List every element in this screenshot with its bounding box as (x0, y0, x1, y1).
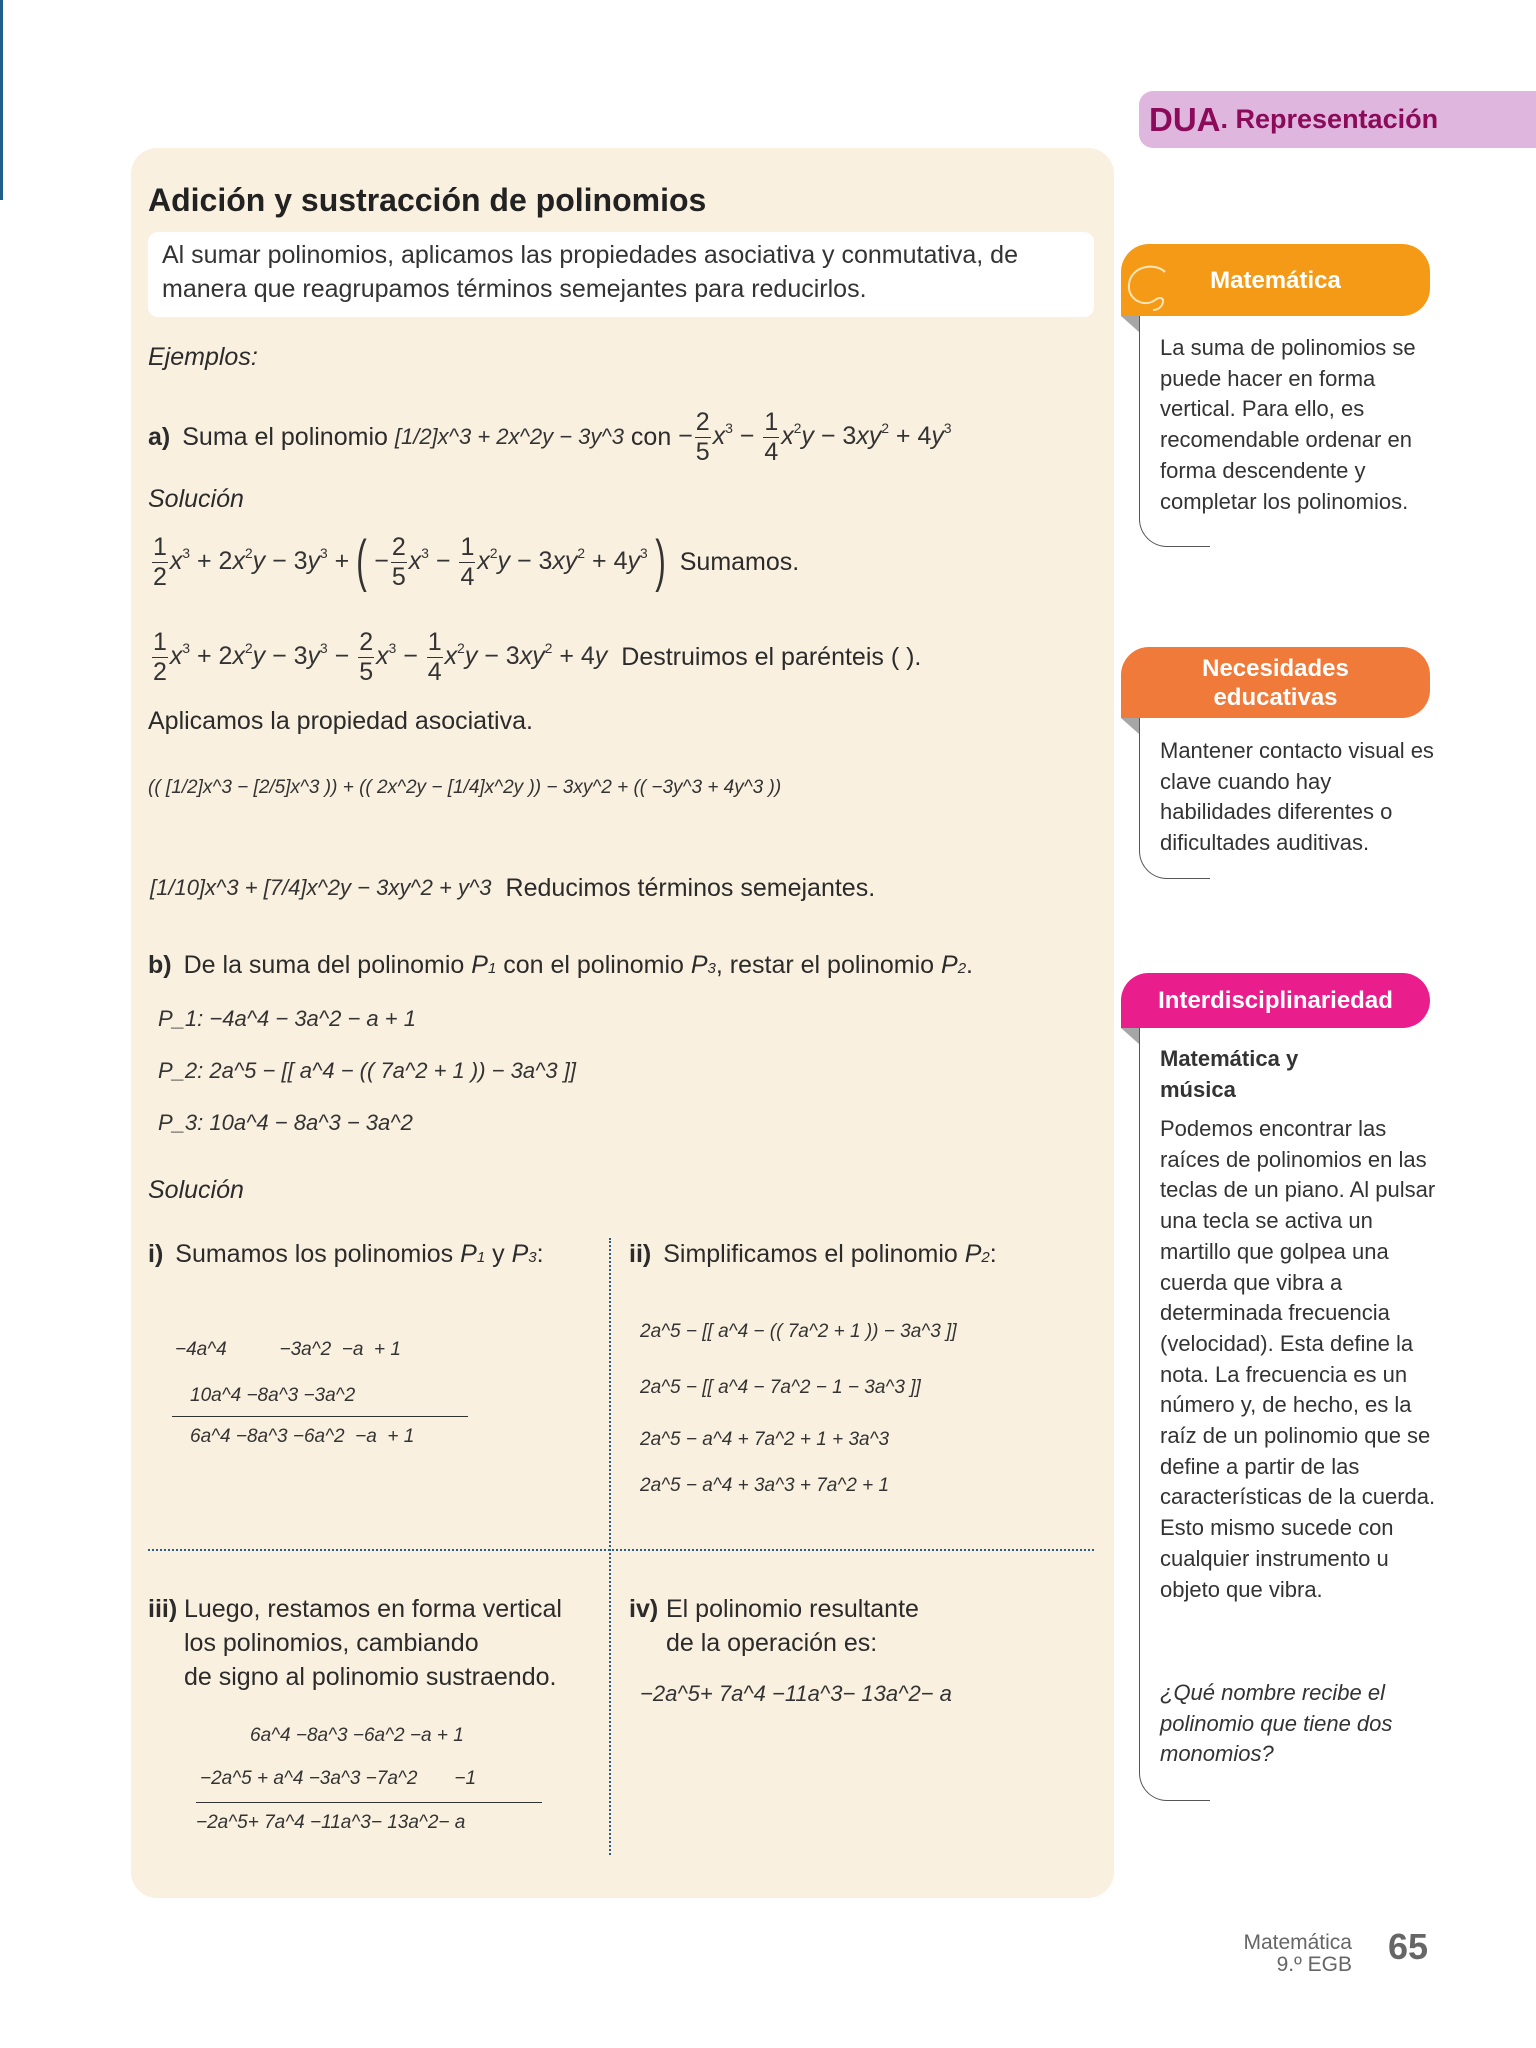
footer-grade: 9.º EGB (1276, 1953, 1352, 1976)
final-result (640, 1664, 952, 1724)
page-title: Adición y sustracción de polinomios (148, 181, 707, 218)
polynomial-name: P2 (964, 1239, 990, 1268)
necesidades-note: Mantener contacto visual es clave cuando hay habilidades diferentes o dificultades auditivas. (1160, 738, 1434, 856)
simplify-row-math: 2a^5 − a^4 + 7a^2 + 1 + 3a^3 (640, 1429, 890, 1450)
polynomial-p2 (158, 1041, 576, 1101)
interdisciplinary-text: Podemos encontrar las raíces de polinomios en las teclas de un piano. Al pulsar una tecla se activa un martillo que golpea una cuerda que vibra a determinada frecuencia (velocidad). Esta define la nota. La frecuencia es un número y, de hecho, es la raíz de un polinomio que se define a partir de las características de la cuerda. Esto mismo sucede con cualquier instrumento u objeto que vibra. (1160, 1116, 1436, 1602)
polynomial-p3 (158, 1093, 413, 1153)
solution-label-b: Solución (148, 1175, 244, 1204)
simplify-row-math: 2a^5 − [[ a^4 − 7a^2 − 1 − 3a^3 ]] (640, 1377, 921, 1398)
step-iii-text-line: los polinomios, cambiando (184, 1628, 479, 1657)
step-iv-label: iv) (629, 1594, 659, 1623)
dua-label: DUA (1149, 100, 1221, 138)
page-number: 65 (1388, 1926, 1429, 1967)
sum-result (190, 1407, 414, 1467)
interdisciplinary-question: ¿Qué nombre recibe el polinomio que tiene dos monomios? (1160, 1680, 1393, 1767)
step-associative (148, 758, 781, 818)
footer-subject (1200, 1932, 1352, 1976)
step-math: (( [1/2]x^3 − [2/5]x^3 )) + (( 2x^2y − [1/4]x^2y )) − 3xy^2 + (( −3y^3 + 4y^3 )) (148, 777, 782, 798)
step-math: $\frac{1}{2}$ $x^3 + 2x^2y - 3y^3$ − $\frac{2}{5}$ $x^3$ − $\frac{1}{4}$ $x^2y - 3xy^2 + 4y$ (153, 627, 608, 686)
tab-matematica (1121, 244, 1430, 316)
step-remove-parens (150, 627, 921, 687)
simplify-row-math: 2a^5 − [[ a^4 − (( 7a^2 + 1 )) − 3a^3 ]] (640, 1321, 957, 1342)
polynomial-name: P3 (690, 950, 716, 979)
step-iii-label: iii) (148, 1594, 178, 1623)
subtract-result-math: −2a^5+ 7a^4 −11a^3− 13a^2− a (196, 1812, 466, 1833)
p3-math: P_3: 10a^4 − 8a^3 − 3a^2 (158, 1110, 413, 1135)
tab-necesidades (1121, 647, 1430, 718)
tab-title: Necesidades educativas (1202, 654, 1349, 711)
step-associative-text: Aplicamos la propiedad asociativa. (148, 706, 533, 735)
example-b-text (184, 951, 973, 980)
step-note: Reducimos términos semejantes. (505, 873, 876, 902)
solution-label-a: Solución (148, 484, 244, 513)
connector-text: con (623, 422, 679, 451)
final-result-math: −2a^5+ 7a^4 −11a^3− 13a^2− a (640, 1681, 952, 1706)
polynomial-name: P1 (471, 950, 497, 979)
interdisciplinary-subtitle: Matemática y música (1160, 1046, 1299, 1102)
example-b-label: b) (148, 950, 172, 979)
subtract-result (196, 1793, 465, 1853)
text-segment: : (989, 1239, 997, 1268)
step-note: Sumamos. (679, 547, 800, 576)
simplify-row (640, 1456, 889, 1516)
step-iii-text-line: Luego, restamos en forma vertical (184, 1594, 562, 1623)
dua-subtitle: . Representación (1220, 104, 1439, 134)
step-ii-heading (629, 1224, 997, 1284)
sum-row-math: −4a^4 −3a^2 −a + 1 (175, 1339, 401, 1360)
step-math: $\frac{1}{2}$ $x^3 + 2x^2y - 3y^3$ + ( − $\frac{2}{5}$ $x^3$ − $\frac{1}{4}$ $x^2y - 3xy^2 + 4y^3$ ) (153, 529, 666, 594)
example-a-label: a) (148, 422, 171, 451)
example-a-statement (148, 407, 952, 467)
polynomial-name: P3 (511, 1239, 537, 1268)
step-i-label: i) (148, 1239, 164, 1268)
examples-label: Ejemplos: (148, 342, 258, 371)
step-reduce (150, 858, 875, 918)
polynomial-p1 (158, 989, 416, 1049)
tab-title: Matemática (1210, 266, 1341, 294)
polynomial-2: − $\frac{2}{5}$ $x^3$ − $\frac{1}{4}$ $x^2y - 3xy^2 + 4y^3$ (678, 407, 952, 466)
subtract-row-math: 6a^4 −8a^3 −6a^2 −a + 1 (250, 1725, 464, 1746)
text-segment: Simplificamos el polinomio (663, 1239, 965, 1268)
tab-interdisciplinariedad (1121, 973, 1430, 1028)
polynomial-name: P2 (941, 950, 967, 979)
step-math: [1/10]x^3 + [7/4]x^2y − 3xy^2 + y^3 (150, 875, 492, 900)
p1-math: P_1: −4a^4 − 3a^2 − a + 1 (158, 1006, 416, 1031)
simplify-row (640, 1302, 957, 1362)
example-b-statement (148, 935, 973, 995)
step-iii-text-line: de signo al polinomio sustraendo. (184, 1662, 557, 1691)
sum-row-math: 10a^4 −8a^3 −3a^2 (190, 1385, 356, 1406)
text-segment: Sumamos los polinomios (175, 1239, 461, 1268)
polynomial-name: P1 (460, 1239, 486, 1268)
step-ii-text (663, 1240, 997, 1269)
simplify-row (640, 1358, 921, 1418)
matematica-note: La suma de polinomios se puede hacer en forma vertical. Para ello, es recomendable ordenar en forma descendente y completar los polinomios. (1160, 335, 1416, 514)
text-segment: De la suma del polinomio (183, 950, 472, 979)
example-a-text: Suma el polinomio (182, 422, 395, 451)
tab-title: Interdisciplinariedad (1158, 987, 1393, 1014)
page-edge-marker (0, 0, 3, 200)
polynomial-1: [1/2]x^3 + 2x^2y − 3y^3 (394, 424, 624, 449)
step-ii-label: ii) (629, 1239, 652, 1268)
step-sum (150, 529, 800, 594)
text-segment: con el polinomio (496, 950, 691, 979)
step-iv-text-line: El polinomio resultante (666, 1594, 919, 1623)
row-divider (148, 1549, 1094, 1551)
subtract-row-math: −2a^5 + a^4 −3a^3 −7a^2 −1 (200, 1768, 477, 1789)
intro-box: Al sumar polinomios, aplicamos las propiedades asociativa y conmutativa, de manera que reagrupamos términos semejantes para reducirlos. (148, 232, 1094, 317)
p2-math: P_2: 2a^5 − [[ a^4 − (( 7a^2 + 1 )) − 3a^3 ]] (158, 1058, 576, 1083)
text-segment: : (536, 1239, 544, 1268)
text-segment: y (485, 1239, 512, 1268)
text-segment: , restar el polinomio (715, 950, 941, 979)
simplify-row-math: 2a^5 − a^4 + 3a^3 + 7a^2 + 1 (640, 1475, 890, 1496)
step-i-text (175, 1240, 543, 1269)
step-i-heading (148, 1224, 544, 1284)
sum-result-math: 6a^4 −8a^3 −6a^2 −a + 1 (190, 1426, 415, 1447)
step-iv-text-line: de la operación es: (666, 1628, 878, 1657)
text-segment: . (966, 950, 973, 979)
column-divider (609, 1238, 611, 1855)
curl-icon (1125, 262, 1169, 312)
dua-header (1139, 91, 1536, 148)
step-note: Destruimos el parénteis ( ). (621, 642, 922, 671)
footer-subject-name: Matemática (1243, 1931, 1352, 1954)
